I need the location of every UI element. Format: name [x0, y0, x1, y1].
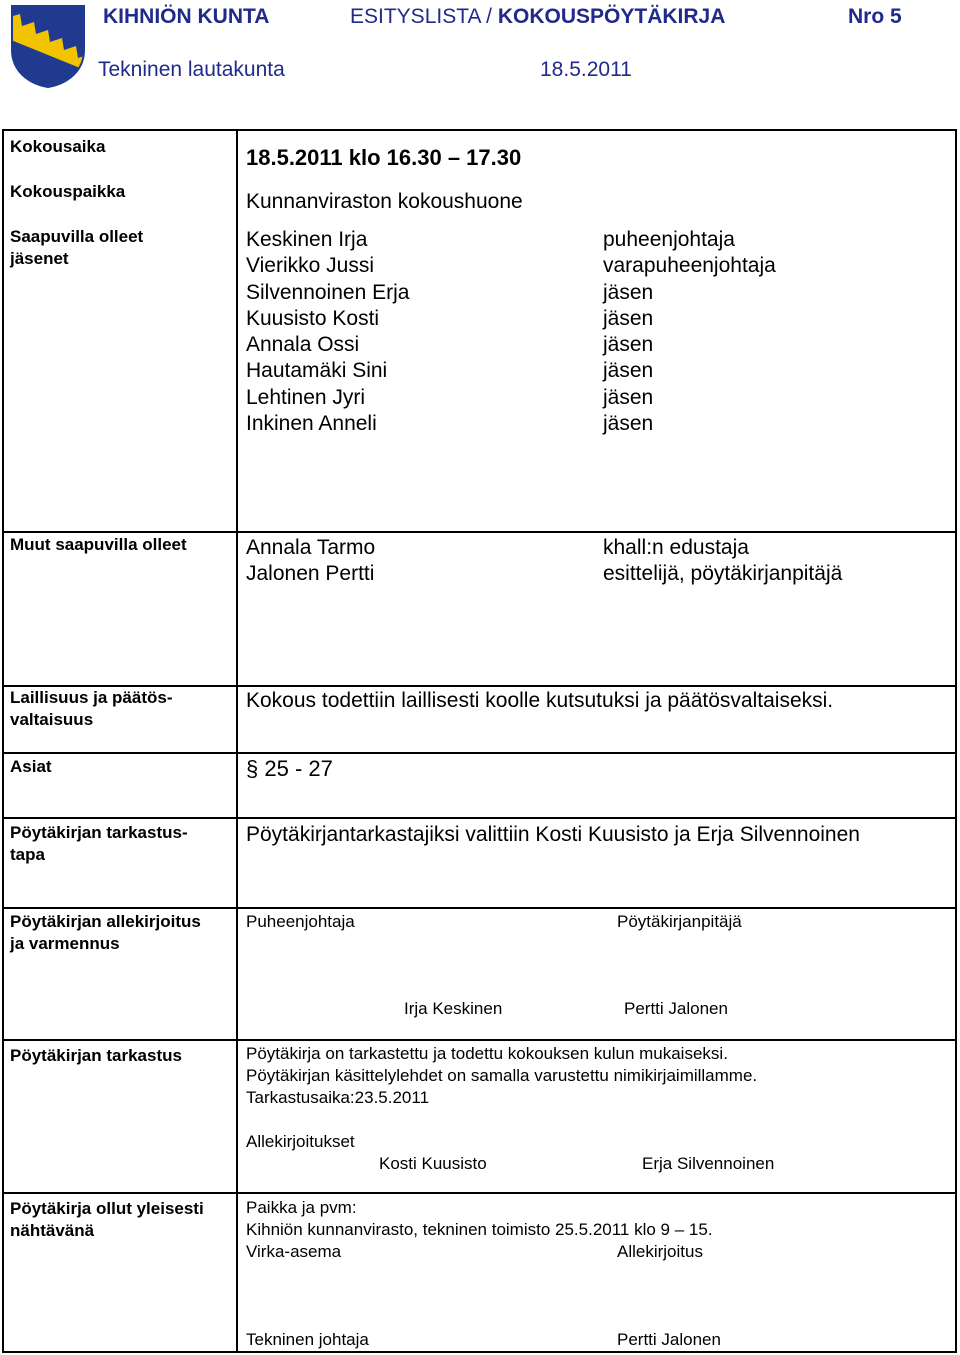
reviewer1-name: Kosti Kuusisto — [379, 1154, 487, 1173]
chair-name: Irja Keskinen — [404, 999, 503, 1018]
list-item: jäsen — [603, 385, 654, 409]
document-number: Nro 5 — [848, 5, 902, 28]
legality-text: Kokous todettiin laillisesti koolle kutsutuksi ja päätösvaltaiseksi. — [246, 689, 834, 712]
meeting-time-label: Kokousaika — [10, 137, 106, 156]
document-title — [350, 5, 725, 29]
list-item: khall:n edustaja — [603, 536, 749, 559]
review-line2: Pöytäkirjan käsittelylehdet on samalla varustettu nimikirjaimillamme. — [246, 1066, 758, 1085]
table-bottom-border — [2, 1351, 957, 1353]
row-divider — [2, 1039, 957, 1041]
secretary-title: Pöytäkirjanpitäjä — [617, 912, 742, 931]
signatures-label-line1: Pöytäkirjan allekirjoitus — [10, 912, 201, 931]
reviewer2-name: Erja Silvennoinen — [642, 1154, 775, 1173]
table-right-border — [955, 129, 957, 1353]
row-divider — [2, 531, 957, 533]
list-item: Lehtinen Jyri — [246, 385, 366, 409]
members-label-line2: jäsenet — [10, 249, 69, 268]
public-place-label: Paikka ja pvm: — [246, 1198, 357, 1217]
review-label: Pöytäkirjan tarkastus — [10, 1046, 182, 1065]
row-divider — [2, 752, 957, 754]
review-method-label-line2: tapa — [10, 845, 45, 864]
list-item: jäsen — [603, 306, 654, 330]
list-item: puheenjohtaja — [603, 228, 735, 251]
legality-label-line2: valtaisuus — [10, 710, 94, 729]
list-item: Annala Tarmo — [246, 536, 376, 559]
public-position-value: Tekninen johtaja — [246, 1330, 369, 1349]
coat-of-arms-shape — [10, 4, 86, 88]
list-item: Annala Ossi — [246, 333, 360, 357]
others-roles — [603, 535, 842, 588]
meeting-place-value: Kunnanviraston kokoushuone — [246, 190, 523, 213]
row-divider — [2, 907, 957, 909]
public-signer-name: Pertti Jalonen — [617, 1330, 721, 1349]
public-label-line1: Pöytäkirja ollut yleisesti — [10, 1199, 204, 1218]
column-divider — [236, 129, 238, 1353]
members-roles — [603, 227, 776, 437]
list-item: jäsen — [603, 280, 654, 304]
public-place-value: Kihniön kunnanvirasto, tekninen toimisto 25.5.2011 klo 9 – 15. — [246, 1220, 713, 1239]
document-prefix: ESITYSLISTA / — [350, 5, 498, 28]
review-method-label-line1: Pöytäkirjan tarkastus- — [10, 823, 188, 842]
list-item: Keskinen Irja — [246, 228, 368, 251]
others-label: Muut saapuvilla olleet — [10, 535, 187, 554]
public-signature-label: Allekirjoitus — [617, 1242, 703, 1261]
review-method-text: Pöytäkirjantarkastajiksi valittiin Kosti Kuusisto ja Erja Silvennoinen — [246, 823, 860, 846]
legality-label-line1: Laillisuus ja päätös- — [10, 688, 173, 707]
review-line1: Pöytäkirja on tarkastettu ja todettu kokouksen kulun mukaiseksi. — [246, 1044, 728, 1063]
list-item: Hautamäki Sini — [246, 359, 388, 383]
list-item: jäsen — [603, 333, 654, 357]
items-range: 25 - 27 — [264, 756, 333, 781]
list-item: jäsen — [603, 359, 654, 383]
section-symbol: § — [246, 756, 259, 781]
list-item: Silvennoinen Erja — [246, 280, 410, 304]
members-label — [10, 226, 143, 270]
review-line3: Tarkastusaika:23.5.2011 — [246, 1088, 430, 1107]
meeting-time-value: 18.5.2011 klo 16.30 – 17.30 — [246, 145, 522, 170]
meeting-date: 18.5.2011 — [540, 58, 632, 81]
chair-title: Puheenjohtaja — [246, 912, 355, 931]
items-value — [246, 756, 333, 782]
list-item: varapuheenjohtaja — [603, 254, 776, 278]
row-divider — [2, 817, 957, 819]
public-label — [10, 1198, 204, 1242]
list-item: Jalonen Pertti — [246, 562, 375, 586]
row-divider — [2, 1192, 957, 1194]
items-label: Asiat — [10, 757, 52, 776]
signatures-label — [10, 911, 201, 955]
review-signatures-label: Allekirjoitukset — [246, 1132, 355, 1151]
secretary-name: Pertti Jalonen — [624, 999, 728, 1018]
review-method-label — [10, 822, 188, 866]
coat-of-arms-icon — [10, 4, 86, 88]
list-item: Vierikko Jussi — [246, 254, 374, 278]
others-names — [246, 535, 375, 588]
legality-label — [10, 687, 173, 731]
list-item: esittelijä, pöytäkirjanpitäjä — [603, 562, 843, 586]
table-top-border — [2, 129, 957, 131]
meeting-place-label: Kokouspaikka — [10, 182, 126, 201]
table-left-border — [2, 129, 4, 1353]
members-label-line1: Saapuvilla olleet — [10, 227, 144, 246]
committee-name: Tekninen lautakunta — [98, 58, 285, 81]
list-item: Kuusisto Kosti — [246, 306, 380, 330]
members-names — [246, 227, 409, 437]
municipality-name: KIHNIÖN KUNTA — [103, 5, 270, 28]
public-position-label: Virka-asema — [246, 1242, 342, 1261]
public-label-line2: nähtävänä — [10, 1221, 95, 1240]
list-item: jäsen — [603, 412, 654, 436]
list-item: Inkinen Anneli — [246, 412, 377, 436]
signatures-label-line2: ja varmennus — [10, 934, 120, 953]
document-type: KOKOUSPÖYTÄKIRJA — [497, 5, 726, 28]
